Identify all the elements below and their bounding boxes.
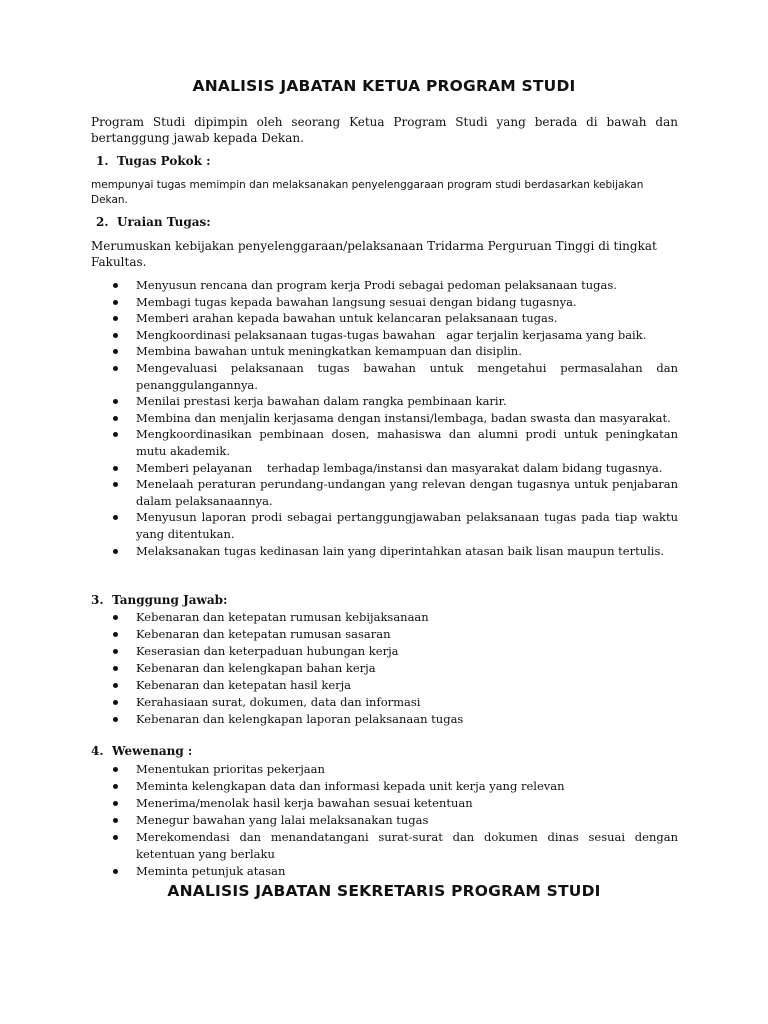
bullet-icon bbox=[113, 300, 118, 305]
bullet-icon bbox=[113, 316, 118, 321]
list-item: Menyusun laporan prodi sebagai pertanggungjawaban pelaksanaan tugas pada tiap waktu yang ditentukan. bbox=[113, 509, 678, 542]
bullet-icon bbox=[113, 700, 118, 705]
list-item: Menentukan prioritas pekerjaan bbox=[113, 761, 678, 778]
list-item: Keserasian dan keterpaduan hubungan kerja bbox=[113, 643, 678, 660]
section-title: Uraian Tugas: bbox=[117, 215, 211, 229]
bullet-icon bbox=[113, 416, 118, 421]
bullet-icon bbox=[113, 666, 118, 671]
tugas-pokok-text: mempunyai tugas memimpin dan melaksanakan penyelenggaraan program studi berdasarkan kebijakan Dekan. bbox=[91, 179, 644, 206]
section-title: Tanggung Jawab: bbox=[112, 593, 228, 607]
list-item: Mengkoordinasikan pembinaan dosen, mahasiswa dan alumni prodi untuk peningkatan mutu akademik. bbox=[113, 426, 678, 459]
list-item: Kerahasiaan surat, dokumen, data dan informasi bbox=[113, 694, 678, 711]
bullet-icon bbox=[113, 399, 118, 404]
list-item: Mengevaluasi pelaksanaan tugas bawahan untuk mengetahui permasalahan dan penanggulangannya. bbox=[113, 360, 678, 393]
bullet-icon bbox=[113, 767, 118, 772]
list-item: Merekomendasi dan menandatangani surat-surat dan dokumen dinas sesuai dengan ketentuan yang berlaku bbox=[113, 829, 678, 863]
tanggung-jawab-list bbox=[113, 609, 678, 728]
bullet-icon bbox=[113, 482, 118, 487]
list-item: Menerima/menolak hasil kerja bawahan sesuai ketentuan bbox=[113, 795, 678, 812]
list-item: Memberi pelayanan terhadap lembaga/instansi dan masyarakat dalam bidang tugasnya. bbox=[113, 460, 678, 477]
bullet-icon bbox=[113, 818, 118, 823]
bullet-icon bbox=[113, 432, 118, 437]
list-item: Menyusun rencana dan program kerja Prodi sebagai pedoman pelaksanaan tugas. bbox=[113, 277, 678, 294]
section-number: 1. bbox=[96, 154, 109, 168]
section-number: 2. bbox=[96, 215, 109, 229]
bullet-icon bbox=[113, 333, 118, 338]
list-item: Membina bawahan untuk meningkatkan kemampuan dan disiplin. bbox=[113, 343, 678, 360]
list-item: Menilai prestasi kerja bawahan dalam rangka pembinaan karir. bbox=[113, 393, 678, 410]
section-number: 3. bbox=[91, 593, 104, 607]
wewenang-list bbox=[113, 761, 678, 880]
list-item: Kebenaran dan kelengkapan bahan kerja bbox=[113, 660, 678, 677]
section-heading-tanggung-jawab bbox=[91, 592, 227, 608]
bullet-icon bbox=[113, 869, 118, 874]
section-title: Tugas Pokok : bbox=[117, 154, 211, 168]
list-item: Membagi tugas kepada bawahan langsung sesuai dengan bidang tugasnya. bbox=[113, 294, 678, 311]
bullet-icon bbox=[113, 649, 118, 654]
bullet-icon bbox=[113, 466, 118, 471]
list-item: Menegur bawahan yang lalai melaksanakan tugas bbox=[113, 812, 678, 829]
bullet-icon bbox=[113, 784, 118, 789]
second-title: ANALISIS JABATAN SEKRETARIS PROGRAM STUDI bbox=[167, 882, 601, 900]
section-title: Wewenang : bbox=[112, 744, 193, 758]
bullet-icon bbox=[113, 349, 118, 354]
uraian-tugas-list bbox=[113, 277, 678, 559]
section-number: 4. bbox=[91, 744, 104, 758]
bullet-icon bbox=[113, 515, 118, 520]
list-item: Membina dan menjalin kerjasama dengan instansi/lembaga, badan swasta dan masyarakat. bbox=[113, 410, 678, 427]
bullet-icon bbox=[113, 683, 118, 688]
page-title: ANALISIS JABATAN KETUA PROGRAM STUDI bbox=[192, 77, 576, 95]
bullet-icon bbox=[113, 801, 118, 806]
list-item: Kebenaran dan kelengkapan laporan pelaksanaan tugas bbox=[113, 711, 678, 728]
list-item: Melaksanakan tugas kedinasan lain yang diperintahkan atasan baik lisan maupun tertulis. bbox=[113, 543, 678, 560]
list-item: Kebenaran dan ketepatan rumusan kebijaksanaan bbox=[113, 609, 678, 626]
bullet-icon bbox=[113, 632, 118, 637]
bullet-icon bbox=[113, 835, 118, 840]
list-item: Kebenaran dan ketepatan hasil kerja bbox=[113, 677, 678, 694]
list-item: Menelaah peraturan perundang-undangan yang relevan dengan tugasnya untuk penjabaran dalam pelaksanaannya. bbox=[113, 476, 678, 509]
list-item: Mengkoordinasi pelaksanaan tugas-tugas bawahan agar terjalin kerjasama yang baik. bbox=[113, 327, 678, 344]
list-item: Memberi arahan kepada bawahan untuk kelancaran pelaksanaan tugas. bbox=[113, 310, 678, 327]
section-heading-uraian-tugas bbox=[96, 214, 211, 230]
bullet-icon bbox=[113, 615, 118, 620]
section-heading-wewenang bbox=[91, 743, 192, 759]
section-heading-tugas-pokok bbox=[96, 153, 211, 169]
bullet-icon bbox=[113, 549, 118, 554]
list-item: Meminta petunjuk atasan bbox=[113, 863, 678, 880]
list-item: Meminta kelengkapan data dan informasi kepada unit kerja yang relevan bbox=[113, 778, 678, 795]
bullet-icon bbox=[113, 366, 118, 371]
uraian-tugas-intro: Merumuskan kebijakan penyelenggaraan/pelaksanaan Tridarma Perguruan Tinggi di tingkat Fakultas. bbox=[91, 239, 657, 269]
bullet-icon bbox=[113, 717, 118, 722]
intro-paragraph: Program Studi dipimpin oleh seorang Ketua Program Studi yang berada di bawah dan bertanggung jawab kepada Dekan. bbox=[91, 115, 678, 145]
list-item: Kebenaran dan ketepatan rumusan sasaran bbox=[113, 626, 678, 643]
bullet-icon bbox=[113, 283, 118, 288]
